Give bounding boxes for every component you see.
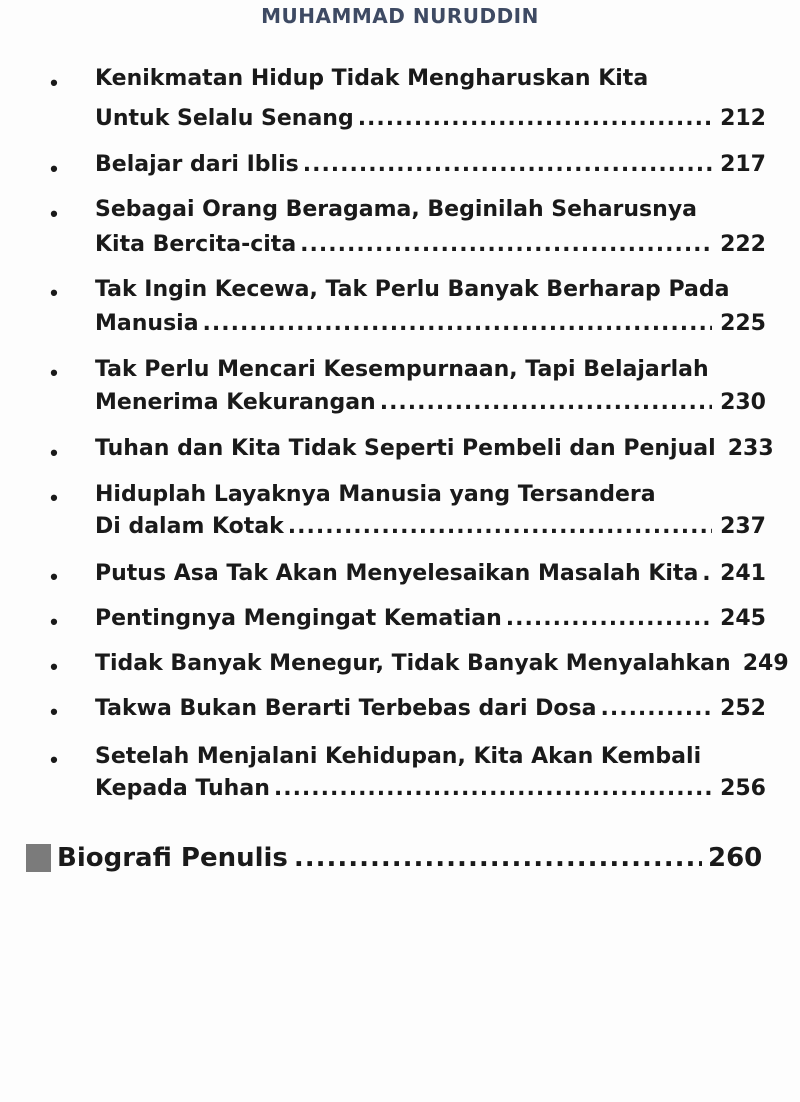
bullet-icon: • [50, 485, 58, 510]
toc-entry-page: 252 [720, 696, 766, 721]
dot-leader [288, 510, 712, 544]
toc-entry-title-line1: Tak Perlu Mencari Kesempurnaan, Tapi Belajarlah [95, 357, 709, 382]
dot-leader [601, 692, 713, 726]
toc-entry-title-line2: Kepada Tuhan ..... 256 [95, 772, 766, 806]
bullet-icon: • [50, 70, 58, 95]
toc-entry-page: 245 [720, 606, 766, 631]
toc-entry-title-line1: Sebagai Orang Beragama, Beginilah Seharusnya [95, 197, 698, 222]
dot-leader [506, 602, 712, 636]
dot-leader [702, 557, 712, 591]
bullet-icon: • [50, 609, 58, 634]
bullet-icon: • [50, 156, 58, 181]
running-header: MUHAMMAD NURUDDIN [261, 4, 539, 28]
toc-entry-title-line1: Pentingnya Mengingat Kematian ..... 245 [95, 602, 766, 636]
toc-entry-page: 212 [720, 106, 766, 131]
bullet-icon: • [50, 747, 58, 772]
section-square-icon [26, 844, 51, 872]
toc-entry-page: 237 [720, 514, 766, 539]
bullet-icon: • [50, 564, 58, 589]
dot-leader [380, 386, 712, 420]
dot-leader [203, 307, 712, 341]
toc-entry-title-line2: Manusia ..... 225 [95, 307, 766, 341]
biography-page: 260 [708, 843, 763, 873]
toc-entry-page: 222 [720, 232, 766, 257]
toc-entry-title-line1: Tak Ingin Kecewa, Tak Perlu Banyak Berharap Pada [95, 277, 730, 302]
bullet-icon: • [50, 280, 58, 305]
toc-entry-title-line2: Untuk Selalu Senang ..... 212 [95, 102, 766, 136]
dot-leader [358, 102, 712, 136]
toc-entry-title-line2: Di dalam Kotak ..... 237 [95, 510, 766, 544]
toc-entry-page: 233 [727, 436, 774, 461]
bullet-icon: • [50, 201, 58, 226]
dot-leader [294, 838, 702, 878]
toc-entry-title-line2: Kita Bercita-cita ..... 222 [95, 228, 766, 262]
toc-entry-page: 217 [720, 152, 766, 177]
dot-leader [274, 772, 712, 806]
bullet-icon: • [50, 360, 58, 385]
dot-leader [300, 228, 712, 262]
bullet-icon: • [50, 699, 58, 724]
toc-entry-page: 249 [742, 651, 789, 676]
toc-entry-biography[interactable] [26, 838, 762, 878]
toc-entry-title-line1: Putus Asa Tak Akan Menyelesaikan Masalah Kita ..... 241 [95, 557, 766, 591]
dot-leader [303, 148, 712, 182]
bullet-icon: • [50, 440, 58, 465]
toc-entry-title-line1: Belajar dari Iblis ..... 217 [95, 148, 766, 182]
toc-entry-page: 241 [720, 561, 766, 586]
toc-entry-title-line1: Hiduplah Layaknya Manusia yang Tersandera [95, 482, 656, 507]
toc-entry-title-line1: Kenikmatan Hidup Tidak Mengharuskan Kita [95, 66, 649, 91]
toc-entry-title-line1: Tuhan dan Kita Tidak Seperti Pembeli dan Penjual 233 [95, 432, 766, 466]
toc-entry-title-line2: Menerima Kekurangan ..... 230 [95, 386, 766, 420]
toc-entry-page: 230 [720, 390, 766, 415]
toc-entry-page: 225 [720, 311, 766, 336]
toc-entry-title-line1: Takwa Bukan Berarti Terbebas dari Dosa ..... 252 [95, 692, 766, 726]
biography-label: Biografi Penulis [57, 843, 288, 873]
toc-entry-title-line1: Tidak Banyak Menegur, Tidak Banyak Menyalahkan 249 [95, 647, 766, 681]
toc-entry-title-line1: Setelah Menjalani Kehidupan, Kita Akan Kembali [95, 744, 702, 769]
toc-entry-page: 256 [720, 776, 766, 801]
bullet-icon: • [50, 654, 58, 679]
